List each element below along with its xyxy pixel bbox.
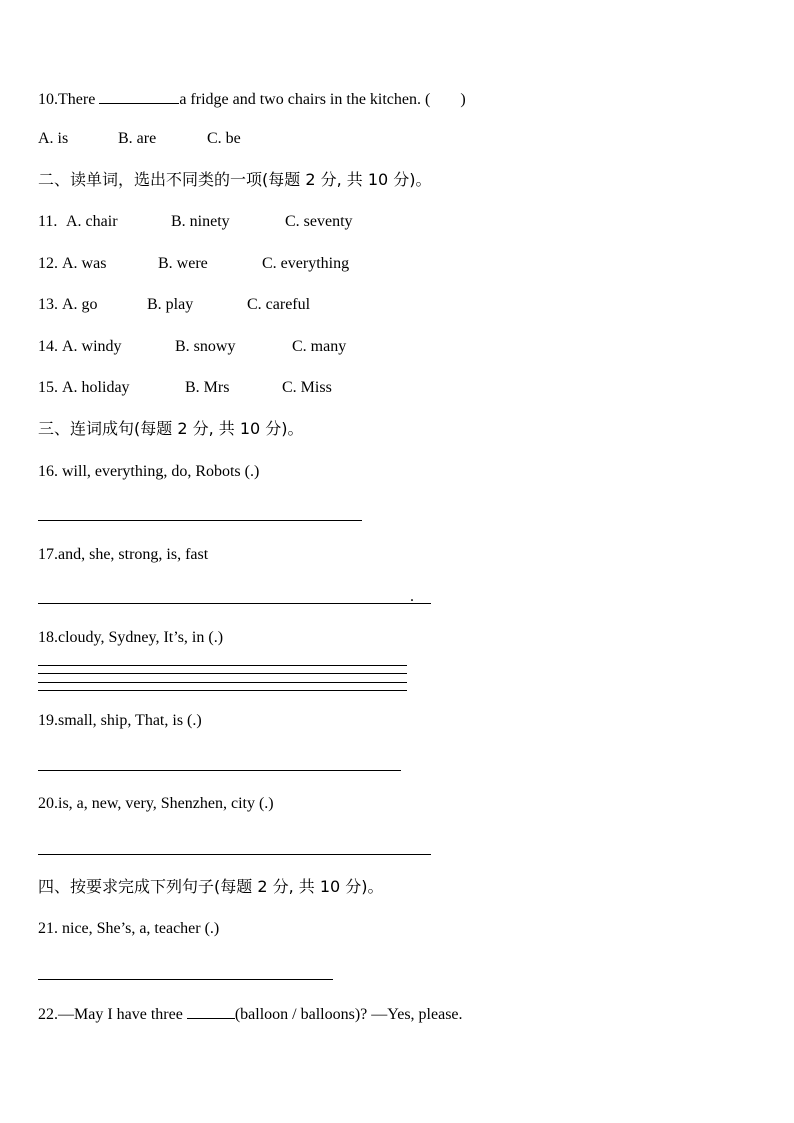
question-21-prompt: 21. nice, She’s, a, teacher (.) — [38, 920, 220, 937]
question-10-option-c: C. be — [207, 130, 241, 147]
question-15-option-c: C. Miss — [282, 379, 332, 396]
question-14-option-a: A. windy — [62, 338, 122, 355]
question-15-option-b: B. Mrs — [185, 379, 230, 396]
question-20-prompt: 20.is, a, new, very, Shenzhen, city (.) — [38, 795, 274, 812]
question-21-answer-line[interactable] — [38, 979, 333, 980]
question-12-number: 12. — [38, 255, 58, 272]
question-17-end-mark: . — [410, 588, 414, 605]
question-10-option-a: A. is — [38, 130, 69, 147]
question-10-option-b: B. are — [118, 130, 157, 147]
question-10-text-before: There — [58, 91, 96, 108]
question-11-number: 11. — [38, 213, 58, 230]
question-15-number: 15. — [38, 379, 58, 396]
section-4-heading: 四、按要求完成下列句子(每题 2 分, 共 10 分)。 — [38, 877, 384, 896]
question-16-prompt: 16. will, everything, do, Robots (.) — [38, 463, 260, 480]
question-18-answer-line-1[interactable] — [38, 665, 407, 666]
question-10 — [38, 87, 466, 107]
question-11-option-a: A. chair — [66, 213, 118, 230]
section-3-heading: 三、连词成句(每题 2 分, 共 10 分)。 — [38, 419, 304, 438]
question-18-answer-line-2[interactable] — [38, 673, 407, 674]
question-22-text-after: (balloon / balloons)? —Yes, please. — [234, 1006, 463, 1023]
question-17-answer-line[interactable] — [38, 603, 431, 604]
question-16-answer-line[interactable] — [38, 520, 362, 521]
question-11-option-b: B. ninety — [171, 213, 230, 230]
question-18-answer-line-3[interactable] — [38, 682, 407, 683]
question-13-option-c: C. careful — [247, 296, 311, 313]
section-2-heading: 二、读单词，选出不同类的一项(每题 2 分, 共 10 分)。 — [38, 170, 432, 189]
question-12-option-a: A. was — [62, 255, 107, 272]
question-15-option-a: A. holiday — [62, 379, 130, 396]
question-19-prompt: 19.small, ship, That, is (.) — [38, 712, 202, 729]
question-22-blank[interactable] — [187, 1002, 235, 1019]
question-12-option-c: C. everything — [262, 255, 350, 272]
question-13-option-a: A. go — [62, 296, 98, 313]
question-18-answer-line-4[interactable] — [38, 690, 407, 691]
question-14-option-b: B. snowy — [175, 338, 236, 355]
question-14-option-c: C. many — [292, 338, 347, 355]
question-12-option-b: B. were — [158, 255, 208, 272]
question-22 — [38, 1002, 463, 1022]
question-10-text-after: a fridge and two chairs in the kitchen. ( — [179, 91, 431, 108]
question-13-number: 13. — [38, 296, 58, 313]
question-14-number: 14. — [38, 338, 58, 355]
question-13-option-b: B. play — [147, 296, 194, 313]
question-19-answer-line[interactable] — [38, 770, 401, 771]
question-10-number: 10. — [38, 91, 58, 108]
question-18-prompt: 18.cloudy, Sydney, It’s, in (.) — [38, 629, 224, 646]
question-11-option-c: C. seventy — [285, 213, 353, 230]
question-20-answer-line[interactable] — [38, 854, 431, 855]
question-10-paren-close: ) — [460, 91, 466, 108]
question-22-text-before: 22.—May I have three — [38, 1006, 183, 1023]
question-10-blank[interactable] — [99, 87, 179, 104]
question-17-prompt: 17.and, she, strong, is, fast — [38, 546, 209, 563]
